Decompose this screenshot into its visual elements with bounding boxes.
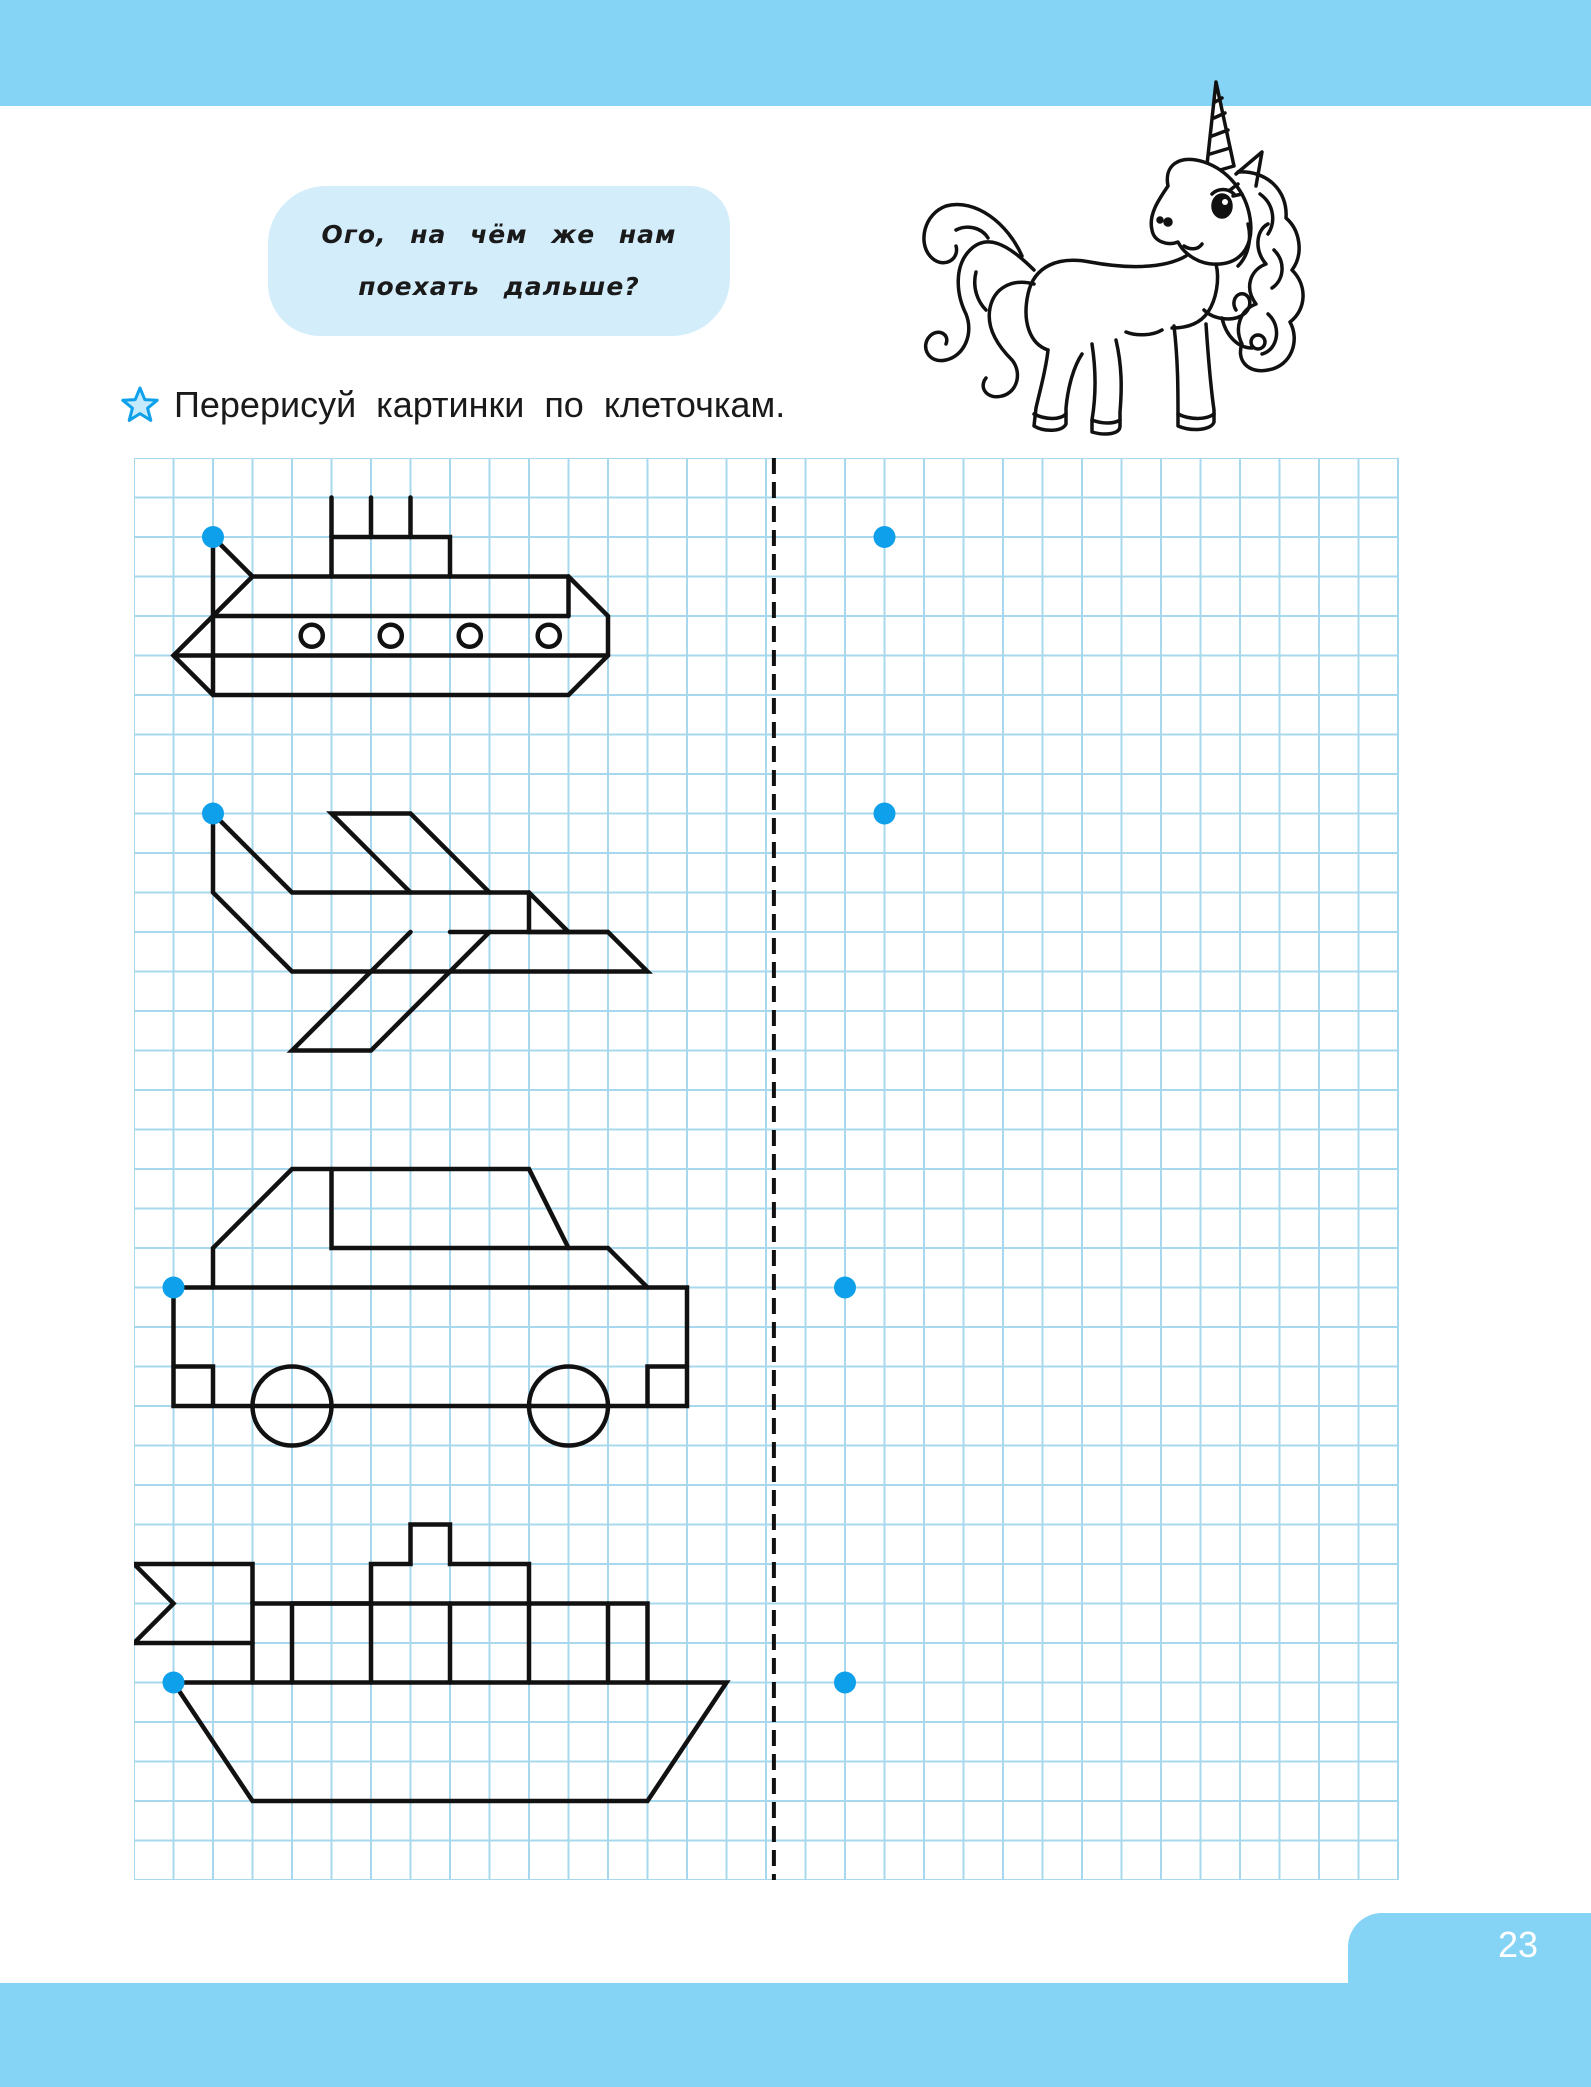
start-dot [202, 526, 224, 548]
submarine-drawing-circle [459, 625, 481, 647]
submarine-drawing-line [213, 577, 253, 617]
start-dot [874, 803, 896, 825]
start-dot [874, 526, 896, 548]
speech-bubble-line-2: поехать дальше? [358, 272, 640, 301]
start-dot [834, 1672, 856, 1694]
start-dot [163, 1672, 185, 1694]
instruction-text: Перерисуй картинки по клеточкам. [174, 384, 786, 425]
bottom-band [0, 1983, 1591, 2087]
submarine-drawing-line [174, 537, 609, 695]
speech-bubble-line-1: Ого, на чём же нам [321, 220, 677, 249]
star-icon [120, 385, 160, 425]
speech-bubble-text [299, 209, 699, 313]
ship-drawing [134, 1525, 727, 1802]
start-dot [163, 1277, 185, 1299]
car-drawing-line [174, 1288, 688, 1407]
airplane-drawing-line [292, 932, 490, 1051]
submarine-drawing-line [332, 537, 451, 577]
car-drawing-line [648, 1367, 688, 1407]
submarine-drawing-circle [301, 625, 323, 647]
car-drawing-line [213, 1169, 648, 1288]
speech-bubble [268, 186, 730, 336]
car-drawing-line [174, 1367, 214, 1407]
unicorn-icon [916, 74, 1356, 440]
car-drawing [174, 1169, 688, 1446]
start-dot [834, 1277, 856, 1299]
submarine-drawing [174, 498, 609, 696]
submarine-drawing-circle [380, 625, 402, 647]
instruction [120, 380, 785, 430]
page-number: 23 [1497, 1924, 1538, 1965]
start-dot [202, 803, 224, 825]
grid-worksheet [134, 458, 1400, 1880]
submarine-drawing-circle [538, 625, 560, 647]
